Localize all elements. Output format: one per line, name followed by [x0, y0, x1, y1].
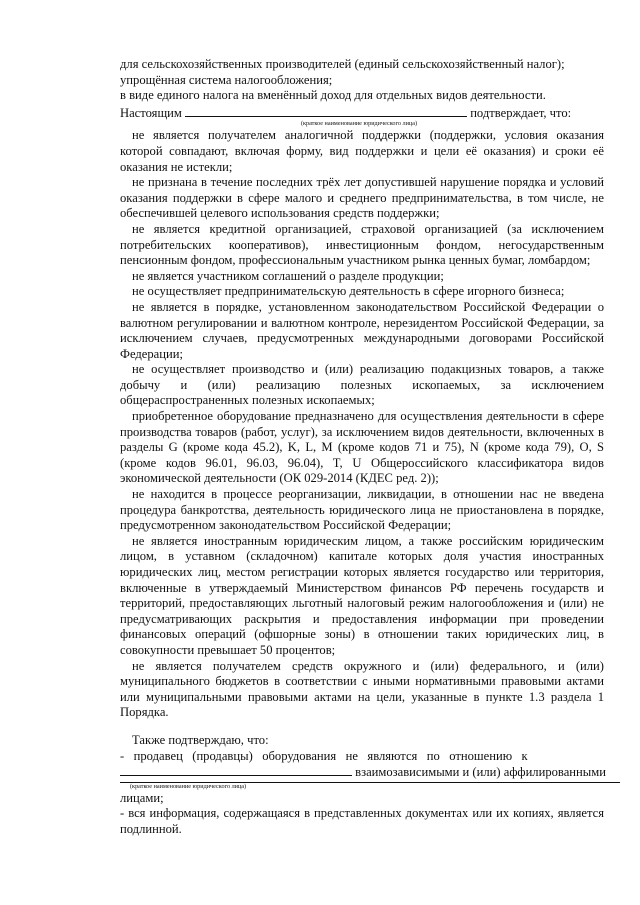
seller-line: - продавец (продавцы) оборудования не являются по отношению к: [120, 748, 528, 763]
seller-relation: взаимозависимыми и (или) аффилированными: [355, 765, 606, 780]
seller-name-blank[interactable]: [120, 764, 352, 776]
seller-line-2: [120, 764, 604, 781]
tax-regime-envd: в виде единого налога на вменённый доход для отдельных видов деятельности.: [120, 88, 546, 103]
item-no-reorganization: не находится в процессе реорганизации, ликвидации, в отношении нас не введена процедура банкротства, деятельность юридического лица не приостановлена в порядке, предусмотренном законодательством Российской Федерации;: [120, 487, 604, 533]
document-body: [120, 57, 604, 838]
company-name-blank[interactable]: [185, 105, 467, 117]
company-name-hint: (краткое наименование юридического лица): [300, 120, 418, 128]
item-not-psa-party: не является участником соглашений о разделе продукции;: [132, 268, 444, 283]
confirm-line: [120, 105, 604, 122]
item-not-foreign: не является иностранным юридическим лицом, а также российским юридическим лицом, в уставном (складочном) капитале которых доля участия иностранных юридических лиц, местом регистрации которых является государство или территория, включенные в утверждаемый Министерством финансов РФ перечень государств и территорий, предоставляющих льготный налоговый режим налогообложения и (или) не предусматривающих раскрытия и предоставления информации при проведении финансовых операций (офшорные зоны) в отношении таких юридических лиц, в совокупности превышает 50 процентов;: [120, 533, 604, 657]
item-no-excise: не осуществляет производство и (или) реализацию подакцизных товаров, а также добычу и (или) реализацию полезных ископаемых, за исключением общераспространенных полезных ископаемых;: [120, 362, 604, 408]
item-not-credit-org: не является кредитной организацией, страховой организацией (за исключением потребительских кооперативов), инвестиционным фондом, негосударственным пенсионным фондом, профессиональным участником рынка ценных бумаг, ломбардом;: [120, 221, 604, 268]
item-no-violations: не признана в течение последних трёх лет допустившей нарушение порядка и условий оказания поддержки в сфере малого и среднего предпринимательства, в том числе, не обеспечившей целевого использования средств поддержки;: [120, 175, 604, 221]
seller-name-hint: (краткое наименование юридического лица): [120, 782, 620, 791]
item-not-recipient: не является получателем аналогичной поддержки (поддержки, условия оказания которой совпадают, включая форму, вид поддержки и цели её оказания) и сроки её оказания не истекли;: [120, 128, 604, 174]
confirm-prefix: Настоящим: [120, 105, 182, 120]
item-equipment-purpose: приобретенное оборудование предназначено для осуществления деятельности в сфере производства товаров (работ, услуг), за исключением видов деятельности, включенных в разделы G (кроме кода 45.2), K, L, M (кроме кодов 71 и 75), N (кроме кода 79), O, S (кроме кодов 96.01, 96.03, 96.04), T, U Общероссийского классификатора видов экономической деятельности (ОК 029-2014 (КДЕС ред. 2));: [120, 409, 604, 486]
item-no-gambling: не осуществляет предпринимательскую деятельность в сфере игорного бизнеса;: [132, 284, 565, 299]
item-not-nonresident: не является в порядке, установленном законодательством Российской Федерации о валютном регулировании и валютном контроле, нерезидентом Российской Федерации, за исключением случаев, предусмотренных международными договорами Российской Федерации;: [120, 299, 604, 361]
info-authentic: - вся информация, содержащаяся в представленных документах или их копиях, является подлинной.: [120, 806, 604, 836]
item-no-budget-funds: не является получателем средств окружного и (или) федерального, и (или) муниципального бюджетов в соответствии с иными нормативными правовыми актами или муниципальными правовыми актами на цели, указанные в пункте 1.3 раздела 1 Порядка.: [120, 658, 604, 720]
confirm-suffix: подтверждает, что:: [470, 105, 572, 120]
tax-regime-usn: упрощённая система налогообложения;: [120, 72, 333, 87]
seller-end: лицами;: [120, 790, 164, 805]
also-confirm-heading: Также подтверждаю, что:: [132, 732, 269, 747]
tax-regime-eshn: для сельскохозяйственных производителей (единый сельскохозяйственный налог);: [120, 57, 565, 71]
